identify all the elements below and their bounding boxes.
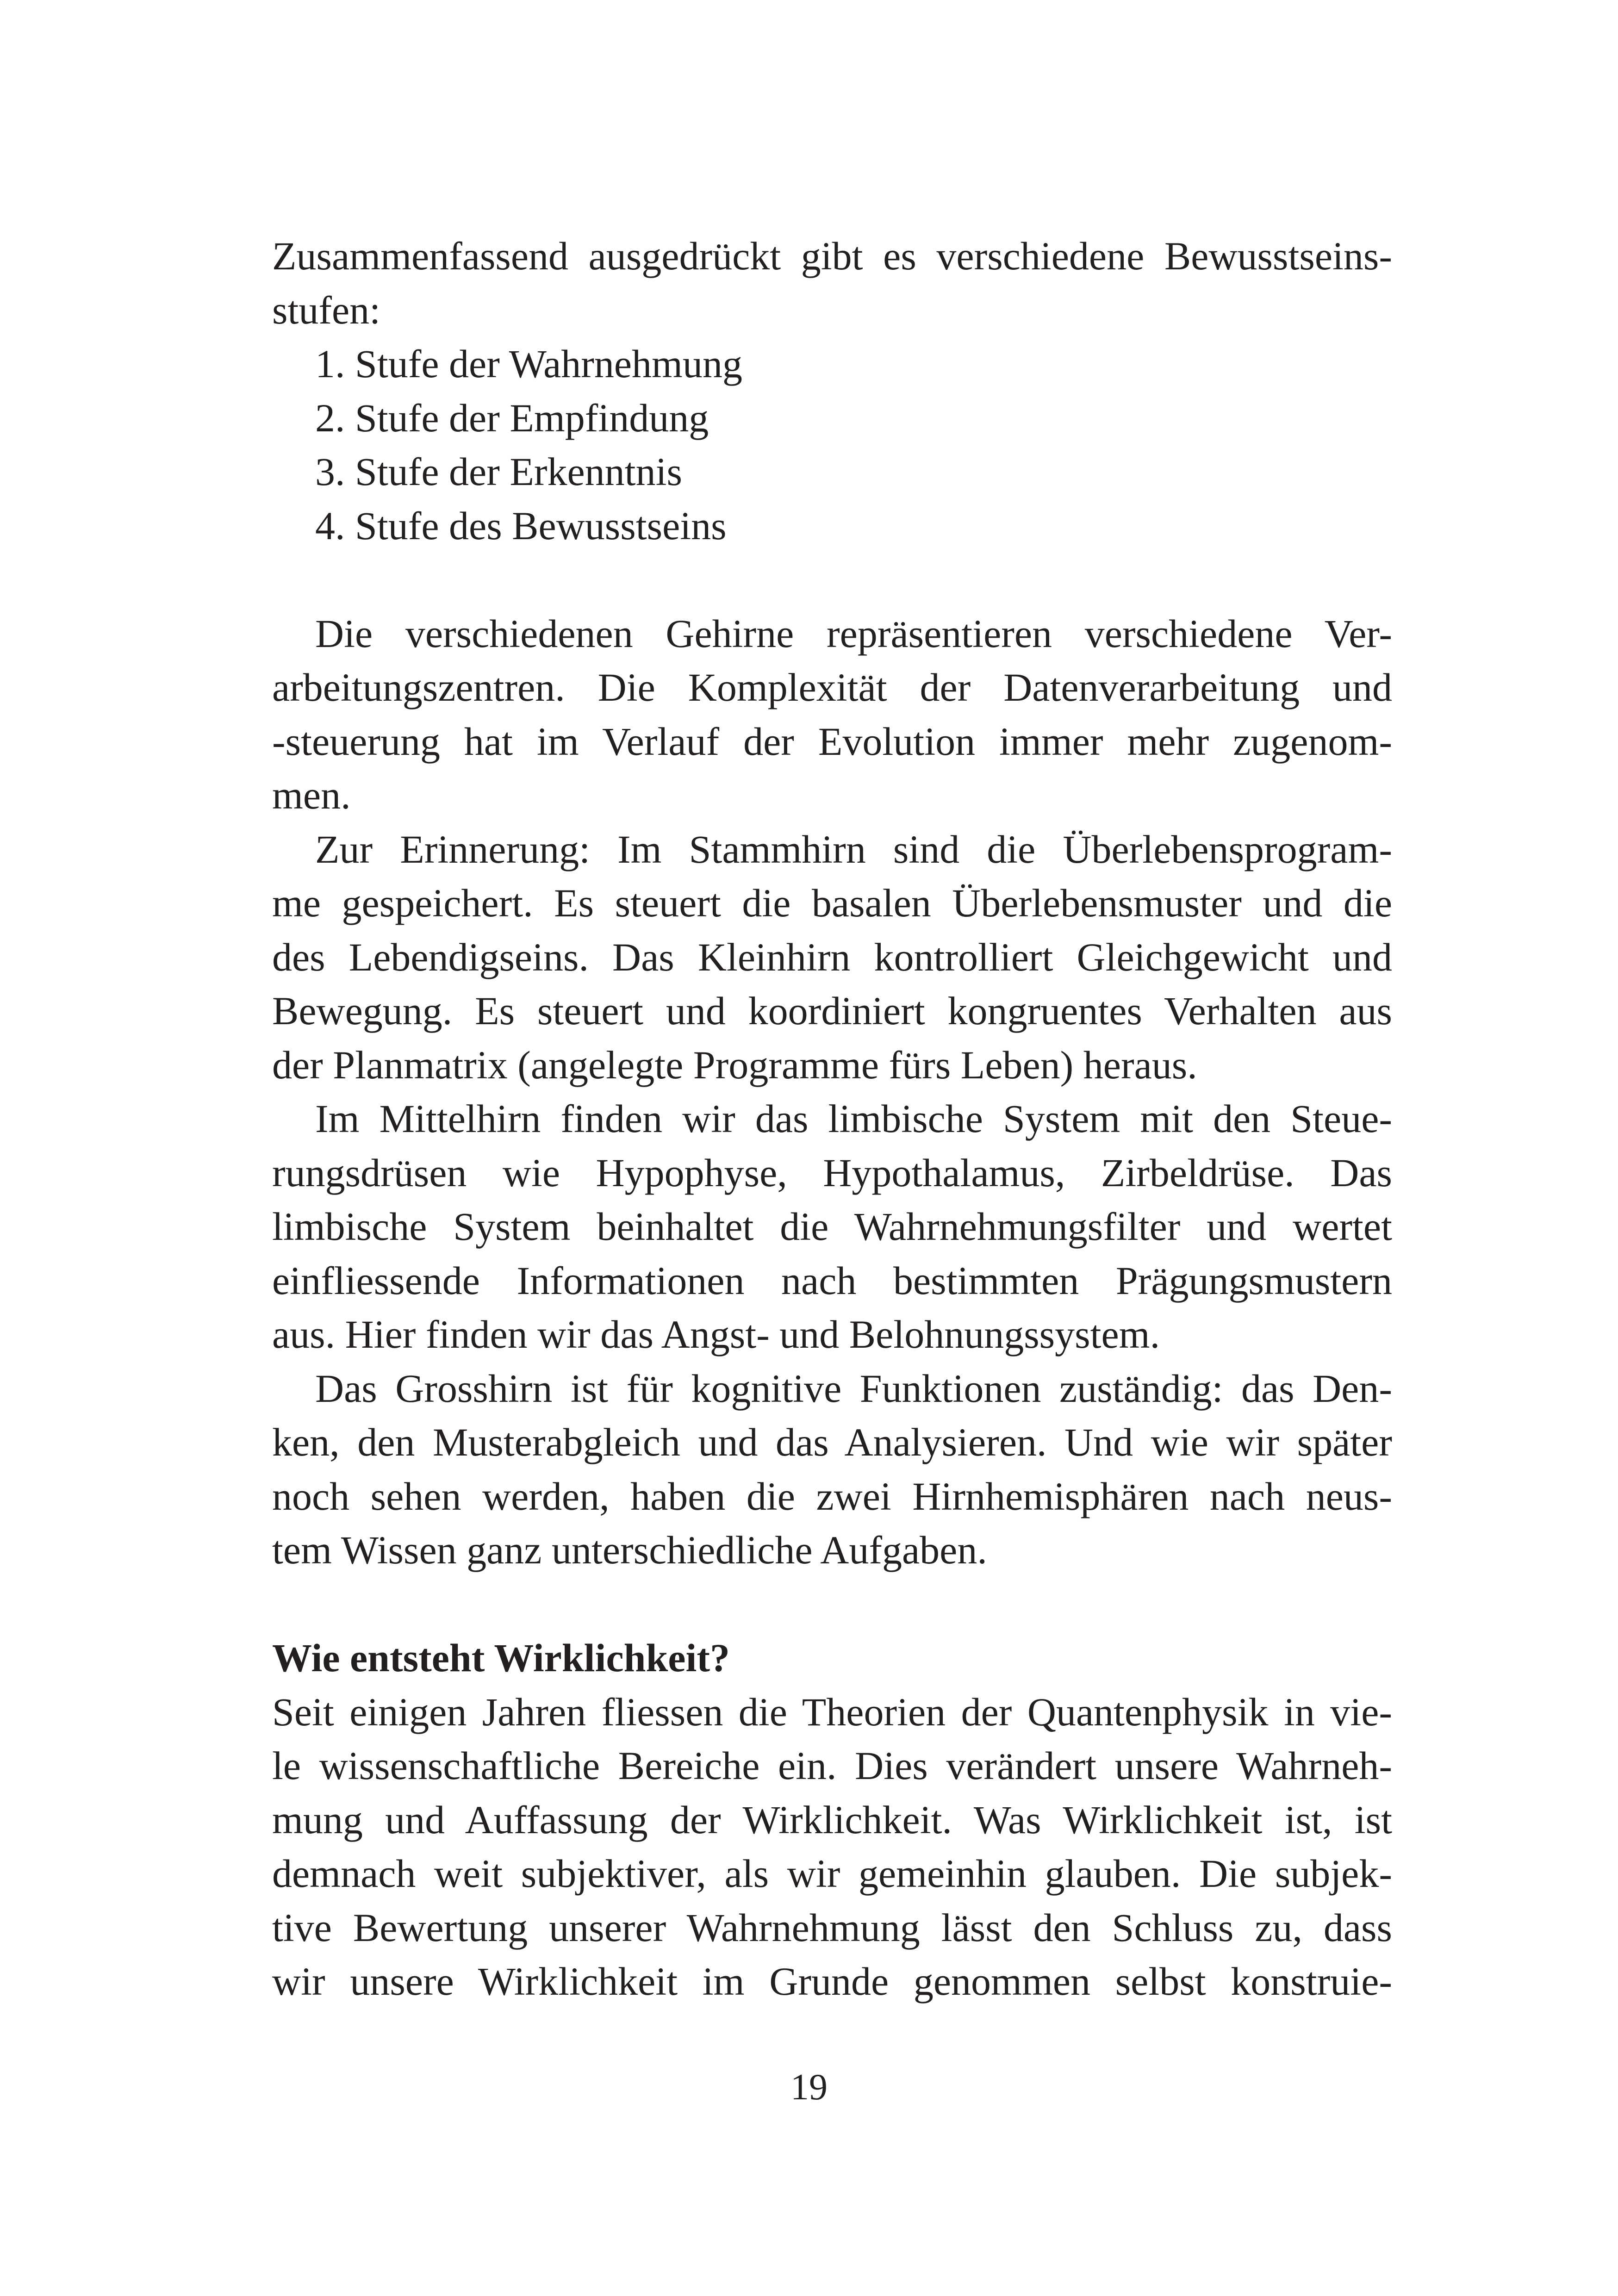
text-line: Die verschiedenen Gehirne repräsentieren verschiedene Ver-	[315, 611, 1392, 656]
text-line: rungsdrüsen wie Hypophyse, Hypothalamus, Zirbeldrüse. Das	[272, 1150, 1392, 1195]
text-line: noch sehen werden, haben die zwei Hirnhemisphären nach neus-	[272, 1474, 1392, 1518]
text-line: einfliessende Informationen nach bestimmten Prägungsmustern	[272, 1258, 1392, 1303]
body-text	[272, 229, 1392, 2009]
text-line: mung und Auffassung der Wirklichkeit. Was Wirklichkeit ist, ist	[272, 1797, 1392, 1842]
page-number: 19	[790, 2067, 828, 2108]
text-line: Bewegung. Es steuert und koordiniert kongruentes Verhalten aus	[272, 989, 1392, 1033]
text-line: men.	[272, 773, 351, 817]
text-line: Zusammenfassend ausgedrückt gibt es verschiedene Bewusstseins-	[272, 234, 1392, 278]
text-line: ken, den Musterabgleich und das Analysieren. Und wie wir später	[272, 1420, 1392, 1464]
text-line: wir unsere Wirklichkeit im Grunde genommen selbst konstruie-	[272, 1959, 1392, 2004]
text-line: aus. Hier finden wir das Angst- und Belohnungssystem.	[272, 1312, 1160, 1356]
text-line: limbische System beinhaltet die Wahrnehmungsfilter und wertet	[272, 1204, 1392, 1249]
text-line: der Planmatrix (angelegte Programme fürs Leben) heraus.	[272, 1042, 1197, 1087]
list-item: 4. Stufe des Bewusstseins	[315, 503, 727, 548]
list-item: 2. Stufe der Empfindung	[315, 395, 709, 440]
text-line: Im Mittelhirn finden wir das limbische System mit den Steue-	[315, 1096, 1392, 1141]
text-line: Das Grosshirn ist für kognitive Funktionen zuständig: das Den-	[315, 1366, 1392, 1411]
text-line: me gespeichert. Es steuert die basalen Überlebensmuster und die	[272, 881, 1392, 925]
list-item: 1. Stufe der Wahrnehmung	[315, 342, 742, 386]
text-line: Seit einigen Jahren fliessen die Theorien der Quantenphysik in vie-	[272, 1689, 1392, 1734]
paragraph-brains	[272, 607, 1392, 822]
text-line: des Lebendigseins. Das Kleinhirn kontrolliert Gleichgewicht und	[272, 934, 1392, 979]
text-line: stufen:	[272, 287, 381, 332]
text-line: arbeitungszentren. Die Komplexität der Datenverarbeitung und	[272, 665, 1392, 709]
text-line: -steuerung hat im Verlauf der Evolution immer mehr zugenom-	[272, 719, 1392, 764]
text-line: le wissenschaftliche Bereiche ein. Dies verändert unsere Wahrneh-	[272, 1743, 1392, 1788]
paragraph-brainstem	[272, 822, 1392, 1092]
paragraph-reality	[272, 1685, 1392, 2009]
summary-paragraph	[272, 229, 1392, 337]
section-heading: Wie entsteht Wirklichkeit?	[272, 1636, 730, 1680]
text-line: tive Bewertung unserer Wahrnehmung lässt den Schluss zu, dass	[272, 1905, 1392, 1950]
consciousness-levels-list	[272, 337, 1392, 553]
text-line: tem Wissen ganz unterschiedliche Aufgaben.	[272, 1528, 987, 1572]
text-line: demnach weit subjektiver, als wir gemeinhin glauben. Die subjek-	[272, 1851, 1392, 1896]
blank-line	[272, 553, 1392, 607]
paragraph-cerebrum	[272, 1362, 1392, 1577]
list-item: 3. Stufe der Erkenntnis	[315, 449, 682, 494]
paragraph-midbrain	[272, 1092, 1392, 1362]
blank-line	[272, 1577, 1392, 1631]
text-line: Zur Erinnerung: Im Stammhirn sind die Überlebensprogram-	[315, 827, 1392, 871]
